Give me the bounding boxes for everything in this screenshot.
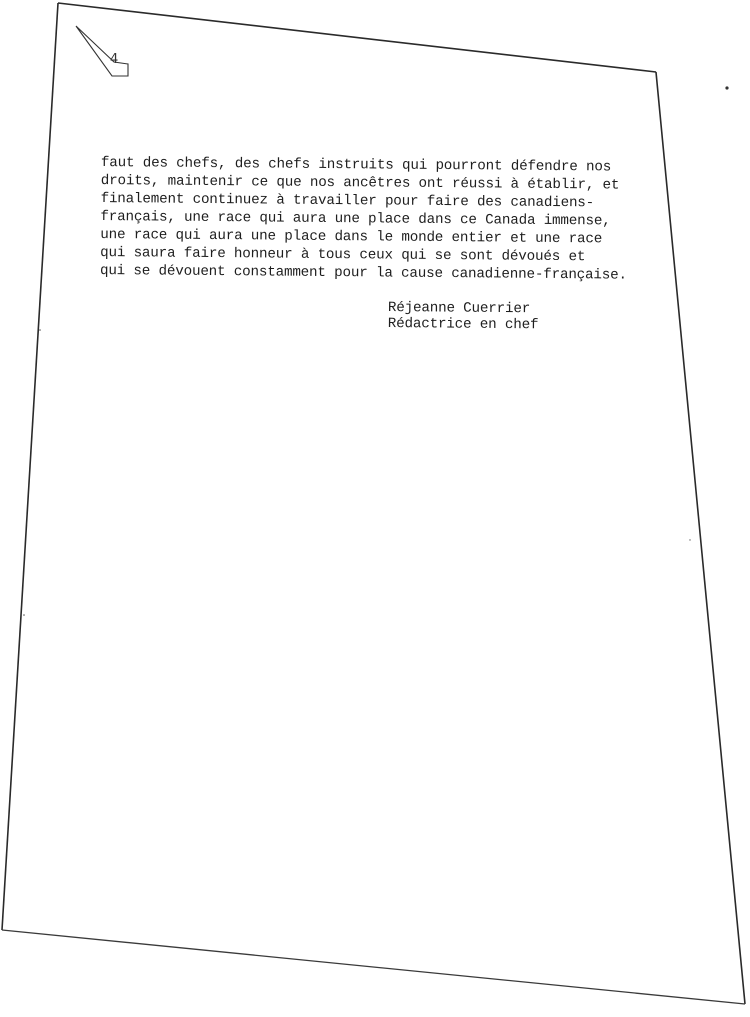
speck [689, 539, 690, 540]
text-line: français, une race qui aura une place dans ce Canada immense, [100, 208, 611, 230]
paper-left-edge [2, 3, 58, 930]
text-line: finalement continuez à travailler pour faire des canadiens- [100, 190, 595, 212]
speck [725, 86, 728, 89]
paper-bottom-edge [2, 930, 745, 1004]
body-paragraph [100, 154, 641, 285]
text-line: qui saura faire honneur à tous ceux qui se sont dévoués et [100, 244, 586, 266]
speck [39, 329, 41, 331]
page-number-corner-mark [76, 26, 128, 76]
paper-right-edge [656, 72, 745, 1004]
text-line: qui se dévouent constamment pour la cause canadienne-française. [99, 262, 627, 284]
text-line: faut des chefs, des chefs instruits qui pourront défendre nos [100, 154, 612, 176]
paper-top-edge [58, 3, 656, 72]
speck [23, 614, 25, 616]
text-line: droits, maintenir ce que nos ancêtres ont réussi à établir, et [100, 172, 620, 194]
text-line: une race qui aura une place dans le monde entier et une race [100, 226, 603, 248]
page-number: 4 [110, 52, 119, 67]
signature-block [388, 300, 539, 333]
signature-name: Réjeanne Cuerrier [387, 300, 531, 318]
signature-title: Rédactrice en chef [387, 315, 539, 334]
